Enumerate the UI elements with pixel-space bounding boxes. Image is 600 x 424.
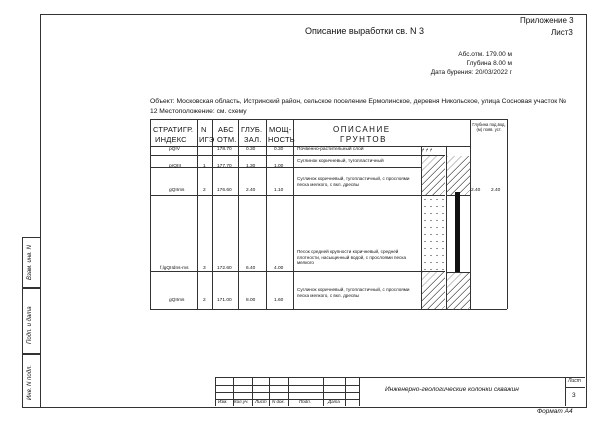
row3-thick: 4.00 (274, 266, 284, 271)
stamp-col-list: Лист (255, 399, 267, 404)
stamp-col-ndok: N док. (272, 399, 285, 404)
row1-thick: 1.00 (274, 164, 284, 169)
row4-depth: 8.00 (246, 298, 256, 303)
row4-thick: 1.60 (274, 298, 284, 303)
row4-desc: Суглинок коричневый, тугопластичный, с прослоями песка мелкого, с вкл. дресвы (297, 287, 410, 298)
row3-abs: 172.60 (217, 266, 232, 271)
hdr-soils: ГРУНТОВ (340, 135, 387, 144)
well-upper-hatch (447, 156, 470, 196)
row0-desc: Почвенно-растительный слой (297, 147, 364, 152)
row0-index: pQIV (169, 147, 180, 152)
hdr-abs: АБС (218, 125, 234, 134)
stamp-col-izm: Изм. (218, 399, 228, 404)
hdr-index: ИНДЕКС (155, 135, 187, 144)
side-label-sign-date: Подп. и дата (27, 306, 33, 344)
water-appear: 2.40 (471, 188, 481, 193)
log-table (150, 119, 507, 309)
side-label-inv-dup: Взам. инв. N (27, 245, 33, 280)
hdr-glub: ГЛУБ. (241, 125, 263, 134)
stamp-col-kol: Кол.уч. (234, 399, 249, 404)
well-casing (455, 192, 460, 272)
stamp-col-data: Дата (328, 399, 340, 404)
abs-mark: Абс.отм. 179.00 м (458, 51, 512, 58)
hdr-n: N (201, 125, 207, 134)
row2-desc: Суглинок коричневый, тугопластичный, с прослоями песка мелкого, с вкл. дресвы (297, 176, 410, 187)
hdr-ige: ИГЭ (199, 135, 215, 144)
row1-abs: 177.70 (217, 164, 232, 169)
row0-depth: 0.30 (246, 147, 256, 152)
row0-abs: 178.70 (217, 147, 232, 152)
hdr-water: Глубина под.вод.(м) появ. уст. (472, 122, 506, 133)
row4-ige: 2 (203, 298, 206, 303)
lith-loam-layer-1 (422, 156, 445, 196)
row2-abs: 176.60 (217, 188, 232, 193)
format-label: Формат А4 (537, 408, 573, 415)
appendix-sheet: Лист3 (551, 28, 573, 37)
well-column (447, 147, 470, 309)
lithology-column (422, 147, 445, 309)
row3-index: f,lgQIIdns-ms (160, 266, 189, 271)
row2-depth: 2.40 (246, 188, 256, 193)
row4-index: gQIIms (169, 298, 185, 303)
row4-abs: 171.00 (217, 298, 232, 303)
water-stable: 2.40 (491, 188, 501, 193)
depth: Глубина 8.00 м (466, 60, 512, 67)
hdr-nost: НОСТЬ (268, 135, 295, 144)
hdr-mosh: МОЩ- (269, 125, 292, 134)
stamp-sheet-no: 3 (572, 392, 576, 399)
hdr-description: ОПИСАНИЕ (333, 125, 391, 134)
stamp-sheet-label: Лист (568, 378, 581, 384)
row3-ige: 3 (203, 266, 206, 271)
stamp-title: Инженерно-геологические колонки скважин (385, 386, 519, 393)
hdr-otm: ОТМ. (217, 135, 237, 144)
lith-soil-layer: ᚋᚋᚋ (422, 147, 445, 156)
appendix-label: Приложение 3 (520, 16, 574, 25)
row1-desc: Суглинок коричневый, тугопластичный (297, 159, 384, 164)
object-line1: Объект: Московская область, Истринский район, сельское поселение Ермолинское, деревня Никольское, улица Сосновая участок № (150, 98, 567, 105)
stamp-col-podp: Подп. (299, 399, 311, 404)
row1-index: prQIII (169, 164, 181, 169)
row1-depth: 1.30 (246, 164, 256, 169)
row0-thick: 0.30 (274, 147, 284, 152)
page-title: Описание выработки св. N 3 (305, 26, 425, 36)
object-line2: 12 Местоположение: см. схему (150, 108, 247, 115)
side-box-inv-dup (22, 237, 40, 289)
side-label-inv-orig: Инв. N подл. (27, 364, 33, 400)
lith-loam-layer-2 (422, 272, 445, 309)
row3-depth: 6.40 (246, 266, 256, 271)
row3-desc: Песок средней крупности коричневый, средней плотности, насыщенный водой, с прослоями песка мелкого (297, 249, 407, 266)
side-box-sign-date (22, 287, 40, 355)
hdr-zal: ЗАЛ. (244, 135, 262, 144)
row1-ige: 1 (203, 164, 206, 169)
hdr-strat: СТРАТИГР. (153, 125, 194, 134)
well-lower-hatch (447, 272, 470, 310)
drill-date: Дата бурения: 20/03/2022 г (430, 69, 512, 76)
row2-thick: 1.10 (274, 188, 284, 193)
lith-sand-layer (422, 196, 445, 272)
row2-index: gQIIms (169, 188, 185, 193)
side-box-inv-orig (22, 353, 40, 408)
title-block (215, 377, 585, 406)
row2-ige: 2 (203, 188, 206, 193)
